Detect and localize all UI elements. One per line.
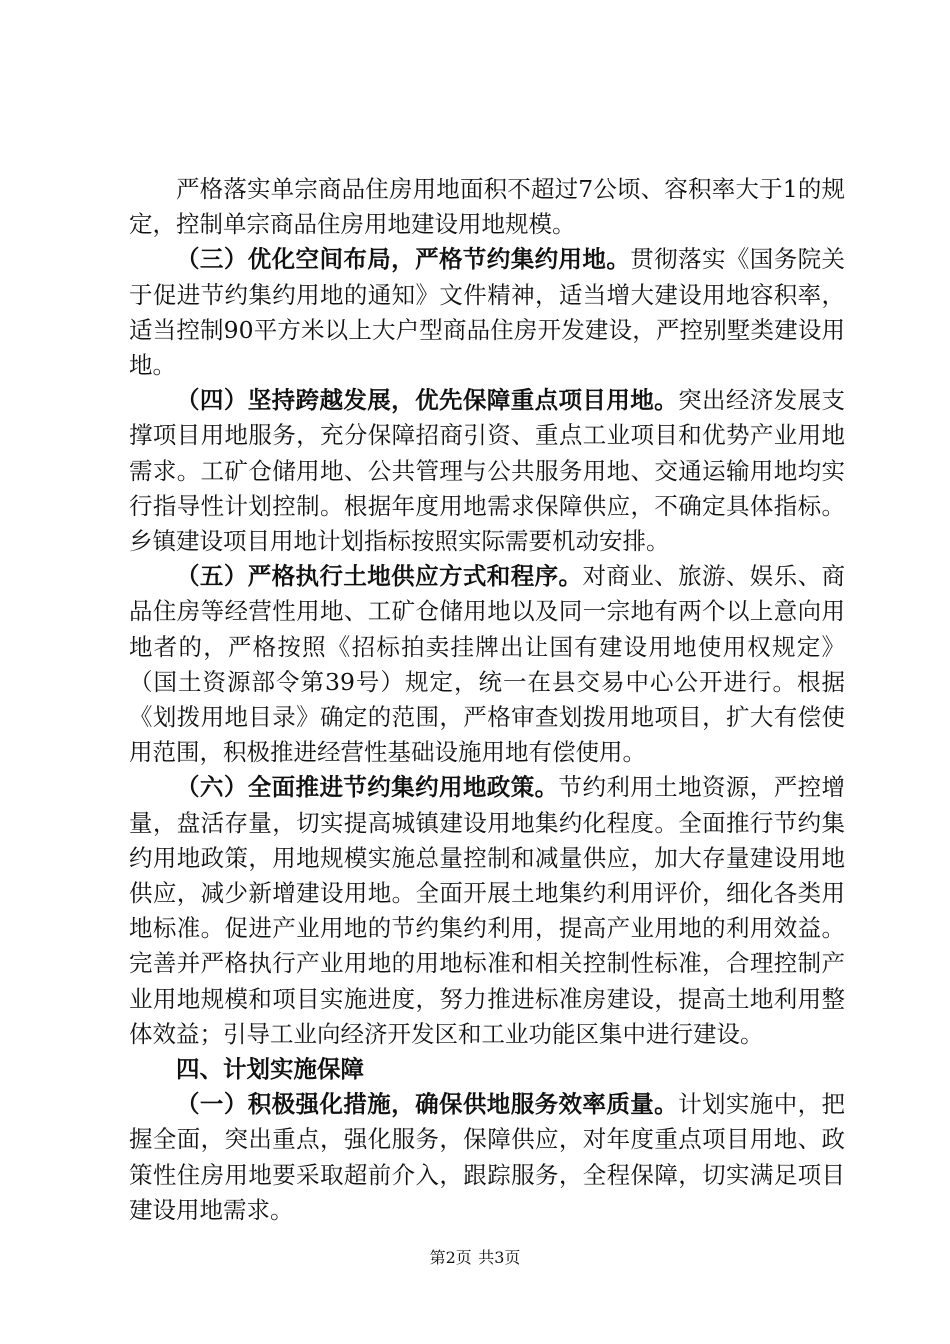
paragraph-5 [129,770,845,1052]
page-footer [0,1245,950,1268]
paragraph-3 [129,383,845,559]
paragraph-text: 贯彻落实《国务院关于促进节约集约用地的通知》文件精神，适当增大建设用地容积率，适当控制90平方米以上大户型商品住房开发建设，严控别墅类建设用地。 [129,245,846,380]
paragraph-text: 对商业、旅游、娱乐、商品住房等经营性用地、工矿仓储用地以及同一宗地有两个以上意向用地者的，严格按照《招标拍卖挂牌出让国有建设用地使用权规定》（国土资源部令第39号）规定，统一在县交易中心公开进行。根据《划拨用地目录》确定的范围，严格审查划拨用地项目，扩大有偿使用范围，积极推进经营性基础设施用地有偿使用。 [129,562,846,767]
document-body [129,172,845,1228]
paragraph-heading: （五）严格执行土地供应方式和程序。 [176,562,583,591]
paragraph-heading: （一）积极强化措施，确保供地服务效率质量。 [176,1090,679,1119]
section-heading-text: 四、计划实施保障 [176,1055,364,1084]
paragraph-2 [129,242,845,383]
section-heading [129,1052,845,1087]
paragraph-heading: （六）全面推进节约集约用地政策。 [176,773,559,802]
paragraph-text: 节约利用土地资源，严控增量，盘活存量，切实提高城镇建设用地集约化程度。全面推行节约集约用地政策，用地规模实施总量控制和减量供应，加大存量建设用地供应，减少新增建设用地。全面开展土地集约利用评价，细化各类用地标准。促进产业用地的节约集约利用，提高产业用地的利用效益。完善并严格执行产业用地的用地标准和相关控制性标准，合理控制产业用地规模和项目实施进度，努力推进标准房建设，提高土地利用整体效益；引导工业向经济开发区和工业功能区集中进行建设。 [129,773,846,1048]
paragraph-text: 严格落实单宗商品住房用地面积不超过7公顷、容积率大于1的规定，控制单宗商品住房用地建设用地规模。 [129,175,845,239]
paragraph-heading: （三）优化空间布局，严格节约集约用地。 [176,245,631,274]
paragraph-heading: （四）坚持跨越发展，优先保障重点项目用地。 [176,386,679,415]
paragraph-1 [129,172,845,242]
page-number: 第2页 [429,1248,472,1267]
paragraph-4 [129,559,845,770]
paragraph-text: 计划实施中，把握全面，突出重点，强化服务，保障供应，对年度重点项目用地、政策性住房用地要采取超前介入，跟踪服务，全程保障，切实满足项目建设用地需求。 [129,1090,846,1224]
paragraph-7 [129,1087,845,1228]
page-total: 共3页 [478,1248,521,1267]
paragraph-text: 突出经济发展支撑项目用地服务，充分保障招商引资、重点工业项目和优势产业用地需求。工矿仓储用地、公共管理与公共服务用地、交通运输用地均实行指导性计划控制。根据年度用地需求保障供应，不确定具体指标。乡镇建设项目用地计划指标按照实际需要机动安排。 [129,386,846,556]
